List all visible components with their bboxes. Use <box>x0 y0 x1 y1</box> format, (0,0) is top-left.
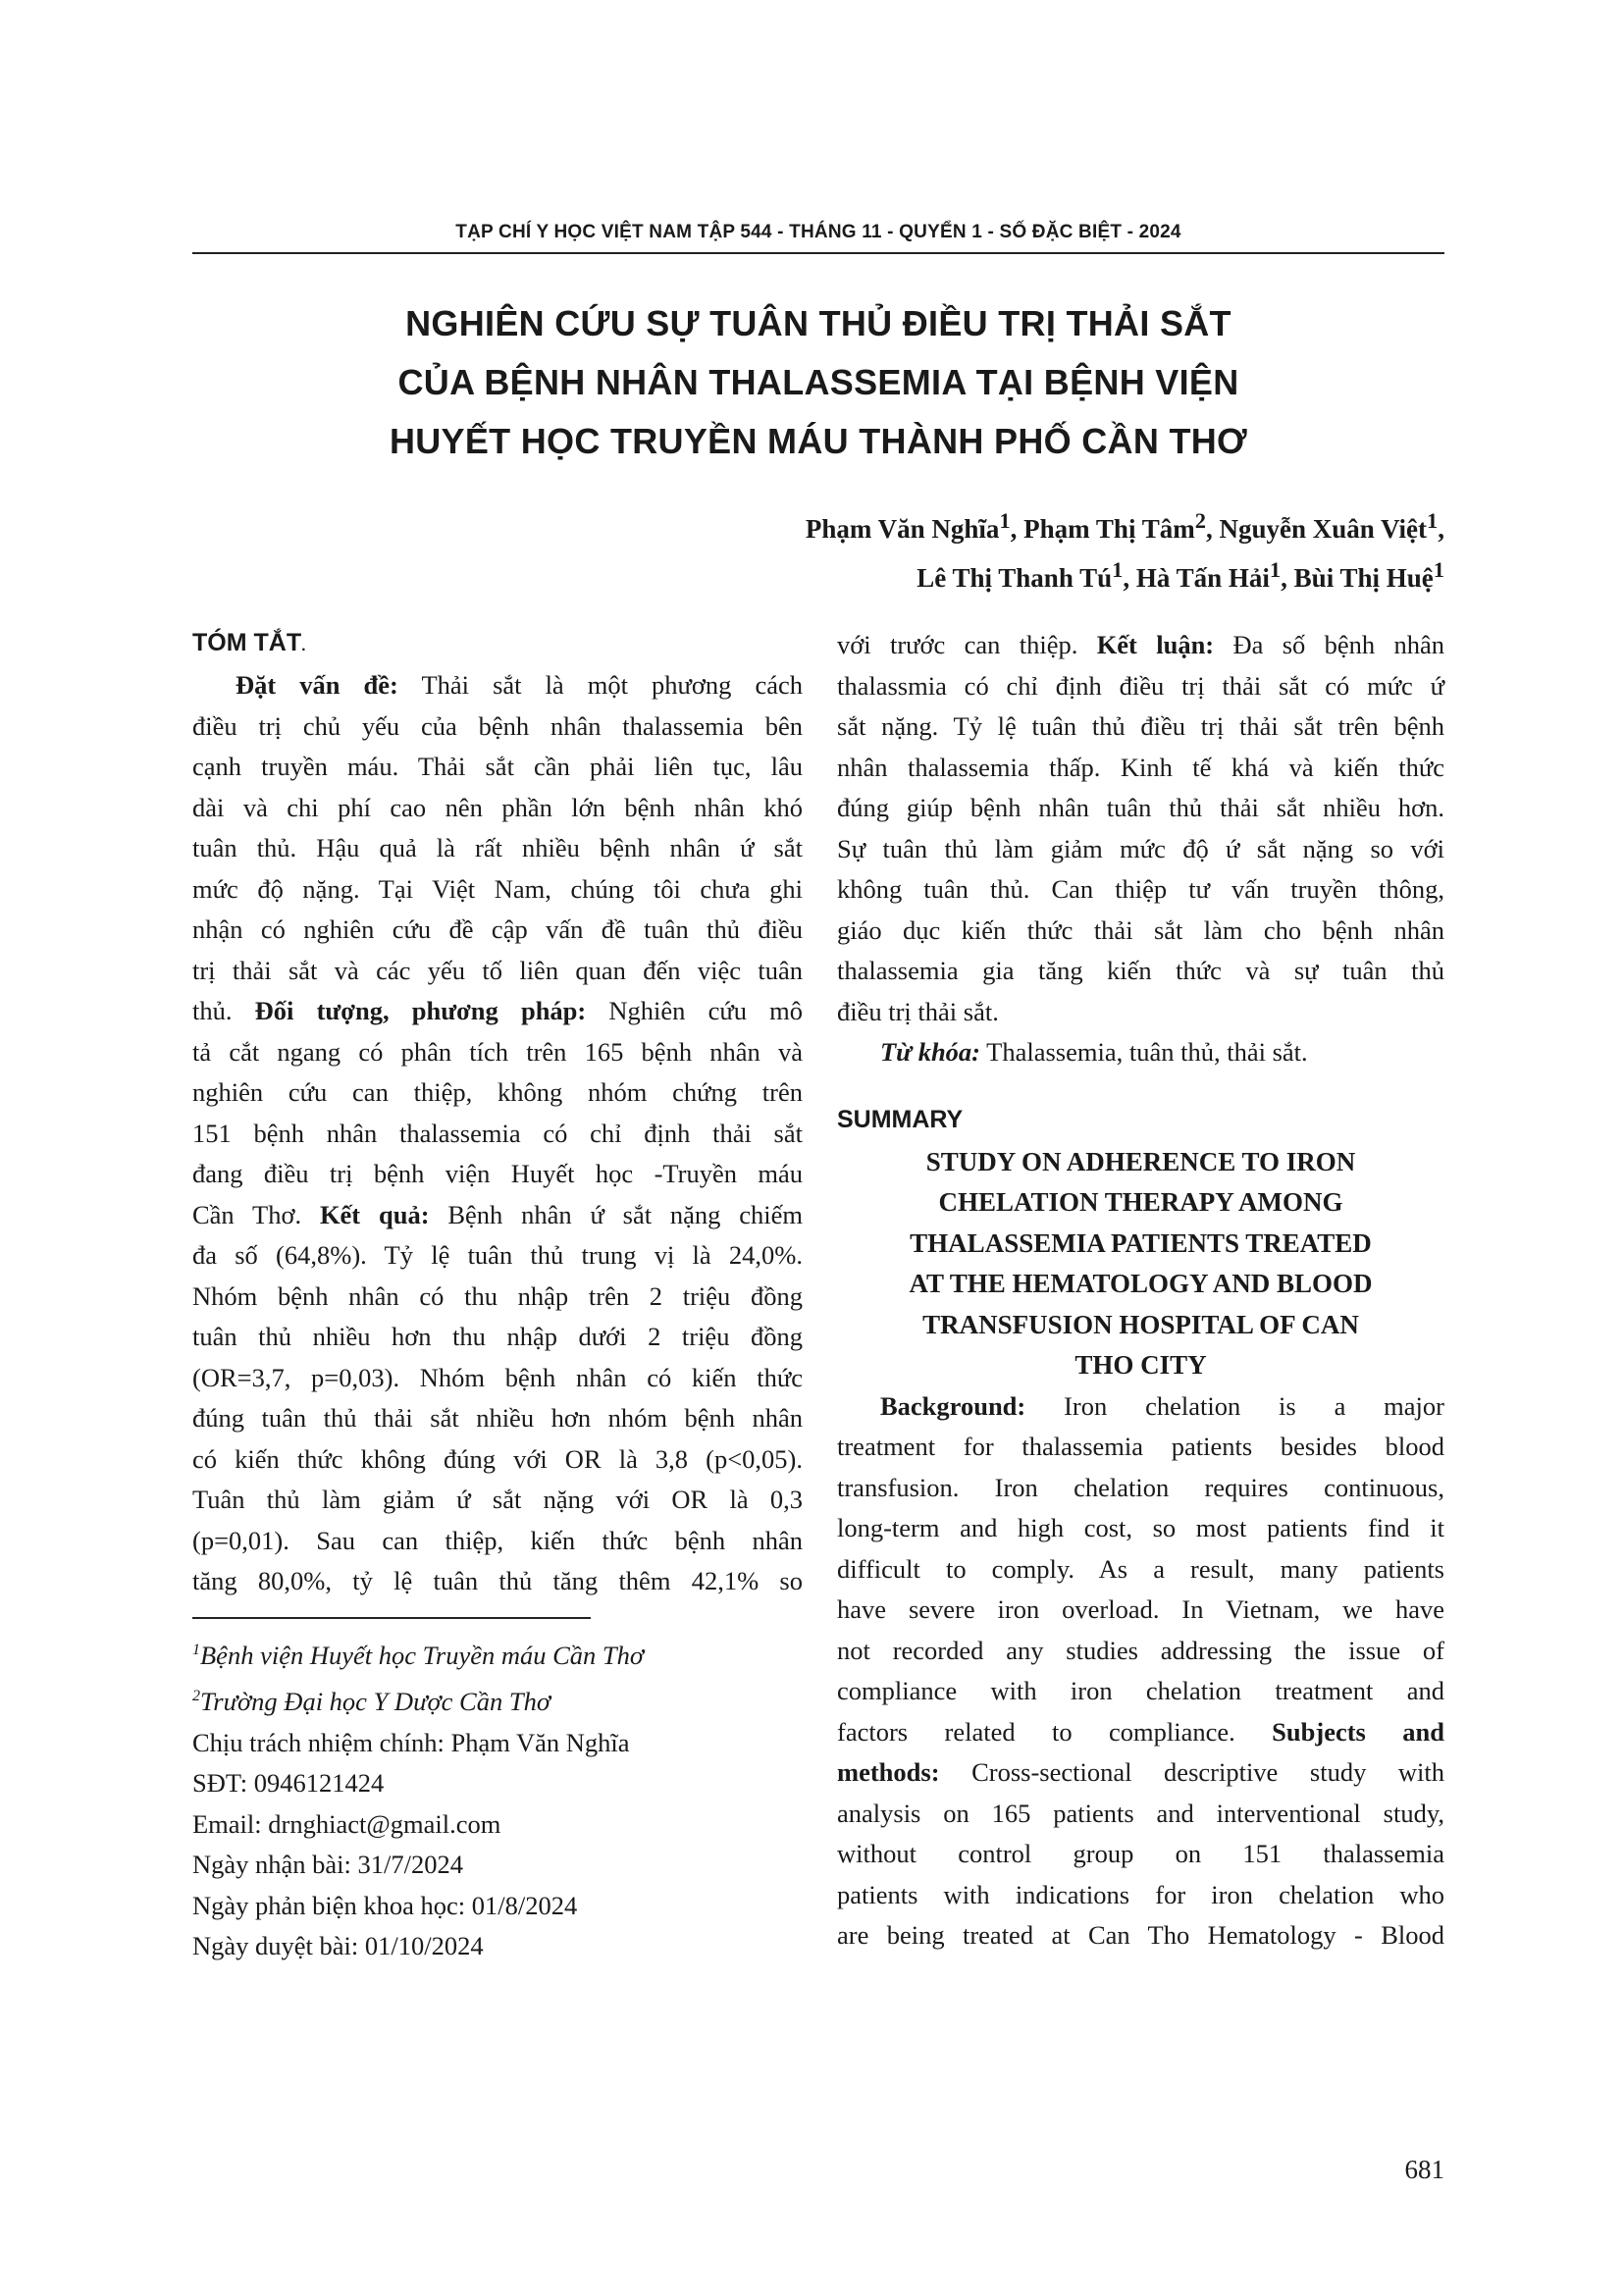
phone: SĐT: 0946121424 <box>192 1768 385 1799</box>
author-affiliation-sup: 1 <box>1269 557 1282 582</box>
affiliation-2: $^2$Trường Đại học Y Dược Cần Thơ <box>192 1687 550 1717</box>
email: Email: drnghiact@gmail.com <box>192 1808 501 1839</box>
author-separator: , <box>1205 514 1220 544</box>
article-title <box>192 294 1444 471</box>
date-received: Ngày nhận bài: 31/7/2024 <box>192 1850 463 1880</box>
date-accepted: Ngày duyệt bài: 01/10/2024 <box>192 1931 484 1961</box>
right-column <box>837 625 1444 1957</box>
label-methods-vi: Đối tượng, phương pháp: <box>254 996 587 1025</box>
summary-heading: SUMMARY <box>837 1105 964 1133</box>
title-line-1: NGHIÊN CỨU SỰ TUÂN THỦ ĐIỀU TRỊ THẢI SẮT <box>405 303 1231 343</box>
author-separator: , <box>1010 514 1024 544</box>
title-line-3: HUYẾT HỌC TRUYỀN MÁU THÀNH PHỐ CẦN THƠ <box>389 421 1248 461</box>
abstract-heading: TÓM TẮT. <box>192 629 306 656</box>
author-name: Hà Tấn Hải <box>1135 563 1270 593</box>
author-separator: , <box>1281 563 1294 593</box>
author-affiliation-sup: 1 <box>999 508 1011 533</box>
affiliation-1: $^1$Bệnh viện Huyết học Truyền máu Cần Thơ <box>192 1640 645 1670</box>
author-affiliation-sup: 1 <box>1427 508 1439 533</box>
label-methods-en: methods: <box>837 1757 940 1787</box>
footnote-rule <box>192 1617 591 1619</box>
author-name: Phạm Văn Nghĩa <box>805 514 1000 544</box>
page-number: 681 <box>1404 2155 1444 2184</box>
journal-header: TẠP CHÍ Y HỌC VIỆT NAM TẬP 544 - THÁNG 11 - QUYỂN 1 - SỐ ĐẶC BIỆT - 2024 <box>455 222 1181 242</box>
author-name: Nguyễn Xuân Việt <box>1219 514 1427 544</box>
author-name: Lê Thị Thanh Tú <box>917 563 1113 593</box>
corresponding-author: Chịu trách nhiệm chính: Phạm Văn Nghĩa <box>192 1727 630 1757</box>
author-separator: , <box>1123 563 1136 593</box>
date-reviewed: Ngày phản biện khoa học: 01/8/2024 <box>192 1890 578 1920</box>
label-results-vi: Kết quả: <box>319 1199 430 1229</box>
author-line-2 <box>806 549 1444 599</box>
label-subjects-en: Subjects and <box>1272 1716 1444 1747</box>
keywords-vi: Từ khóa: Thalassemia, tuân thủ, thải sắt. <box>880 1037 1308 1067</box>
abstract-vi-continued: với trước can thiệp. Kết luận: Đa số bệnh nhân thalassmia có chỉ định điều trị thải sắt có mức ứ sắt nặng. Tỷ lệ tuân thủ điều trị thải sắt trên bệnh nhân thalassemia thấp. Kinh tế khá và kiến thức đúng giúp bệnh nhân tuân thủ thải sắt nhiều hơn. Sự tuân thủ làm giảm mức độ ứ sắt nặng so với không tuân thủ. Can thiệp tư vấn truyền thông, giáo dục kiến thức thải sắt làm cho bệnh nhân thalassemia gia tăng kiến thức và sự tuân thủ điều trị thải sắt. Từ khóa: Thalassemia, tuân thủ, thải sắt. <box>837 625 1444 1073</box>
abstract-vi-body: Đặt vấn đề: Thải sắt là một phương cách điều trị chủ yếu của bệnh nhân thalassemia bên cạnh truyền máu. Thải sắt cần phải liên tục, lâu dài và chi phí cao nên phần lớn bệnh nhân khó tuân thủ. Hậu quả là rất nhiều bệnh nhân ứ sắt mức độ nặng. Tại Việt Nam, chúng tôi chưa ghi nhận có nghiên cứu đề cập vấn đề tuân thủ điều trị thải sắt và các yếu tố liên quan đến việc tuân thủ. Đối tượng, phương pháp: Nghiên cứu mô tả cắt ngang có phân tích trên 165 bệnh nhân và nghiên cứu can thiệp, không nhóm chứng trên 151 bệnh nhân thalassemia có chỉ định thải sắt đang điều trị bệnh viện Huyết học -Truyền máu Cần Thơ. Kết quả: Bệnh nhân ứ sắt nặng chiếm đa số (64,8%). Tỷ lệ tuân thủ trung vị là 24,0%. Nhóm bệnh nhân có thu nhập trên 2 triệu đồng tuân thủ nhiều hơn thu nhập dưới 2 triệu đồng (OR=3,7, p=0,03). Nhóm bệnh nhân có kiến thức đúng tuân thủ thải sắt nhiều hơn nhóm bệnh nhân có kiến thức không đúng với OR là 3,8 (p<0,05). Tuân thủ làm giảm ứ sắt nặng với OR là 0,3 (p=0,01). Sau can thiệp, kiến thức bệnh nhân tăng 80,0%, tỷ lệ tuân thủ tăng thêm 42,1% so <box>192 670 803 1595</box>
label-background-en: Background: <box>880 1390 1026 1421</box>
label-conclusion-vi: Kết luận: <box>1096 630 1215 659</box>
author-name: Phạm Thị Tâm <box>1023 514 1195 544</box>
author-line-1 <box>806 500 1444 549</box>
summary-body: Background: Iron chelation is a major treatment for thalassemia patients besides blood transfusion. Iron chelation requires continuous, long-term and high cost, so most patients find it difficult to comply. As a result, many patients have severe iron overload. In Vietnam, we have not recorded any studies addressing the issue of compliance with iron chelation treatment and factors related to compliance. Subjects and methods: Cross-sectional descriptive study with analysis on 165 patients and interventional study, without control group on 151 thalassemia patients with indications for iron chelation who are being treated at Can Tho Hematology - Blood <box>837 1390 1444 1950</box>
left-column <box>192 620 803 1602</box>
author-affiliation-sup: 1 <box>1433 557 1444 582</box>
label-background-vi: Đặt vấn đề: <box>236 670 398 700</box>
author-separator: , <box>1438 514 1444 544</box>
author-affiliation-sup: 1 <box>1112 557 1124 582</box>
author-list <box>806 500 1444 599</box>
english-title: STUDY ON ADHERENCE TO IRON CHELATION THERAPY AMONG THALASSEMIA PATIENTS TREATED AT THE HEMATOLOGY AND BLOOD TRANSFUSION HOSPITAL OF CAN THO CITY <box>909 1146 1373 1380</box>
author-name: Bùi Thị Huệ <box>1293 563 1434 593</box>
header-rule <box>192 252 1444 254</box>
title-line-2: CỦA BỆNH NHÂN THALASSEMIA TẠI BỆNH VIỆN <box>397 362 1239 402</box>
footnotes <box>192 1630 803 1967</box>
author-affiliation-sup: 2 <box>1194 508 1206 533</box>
